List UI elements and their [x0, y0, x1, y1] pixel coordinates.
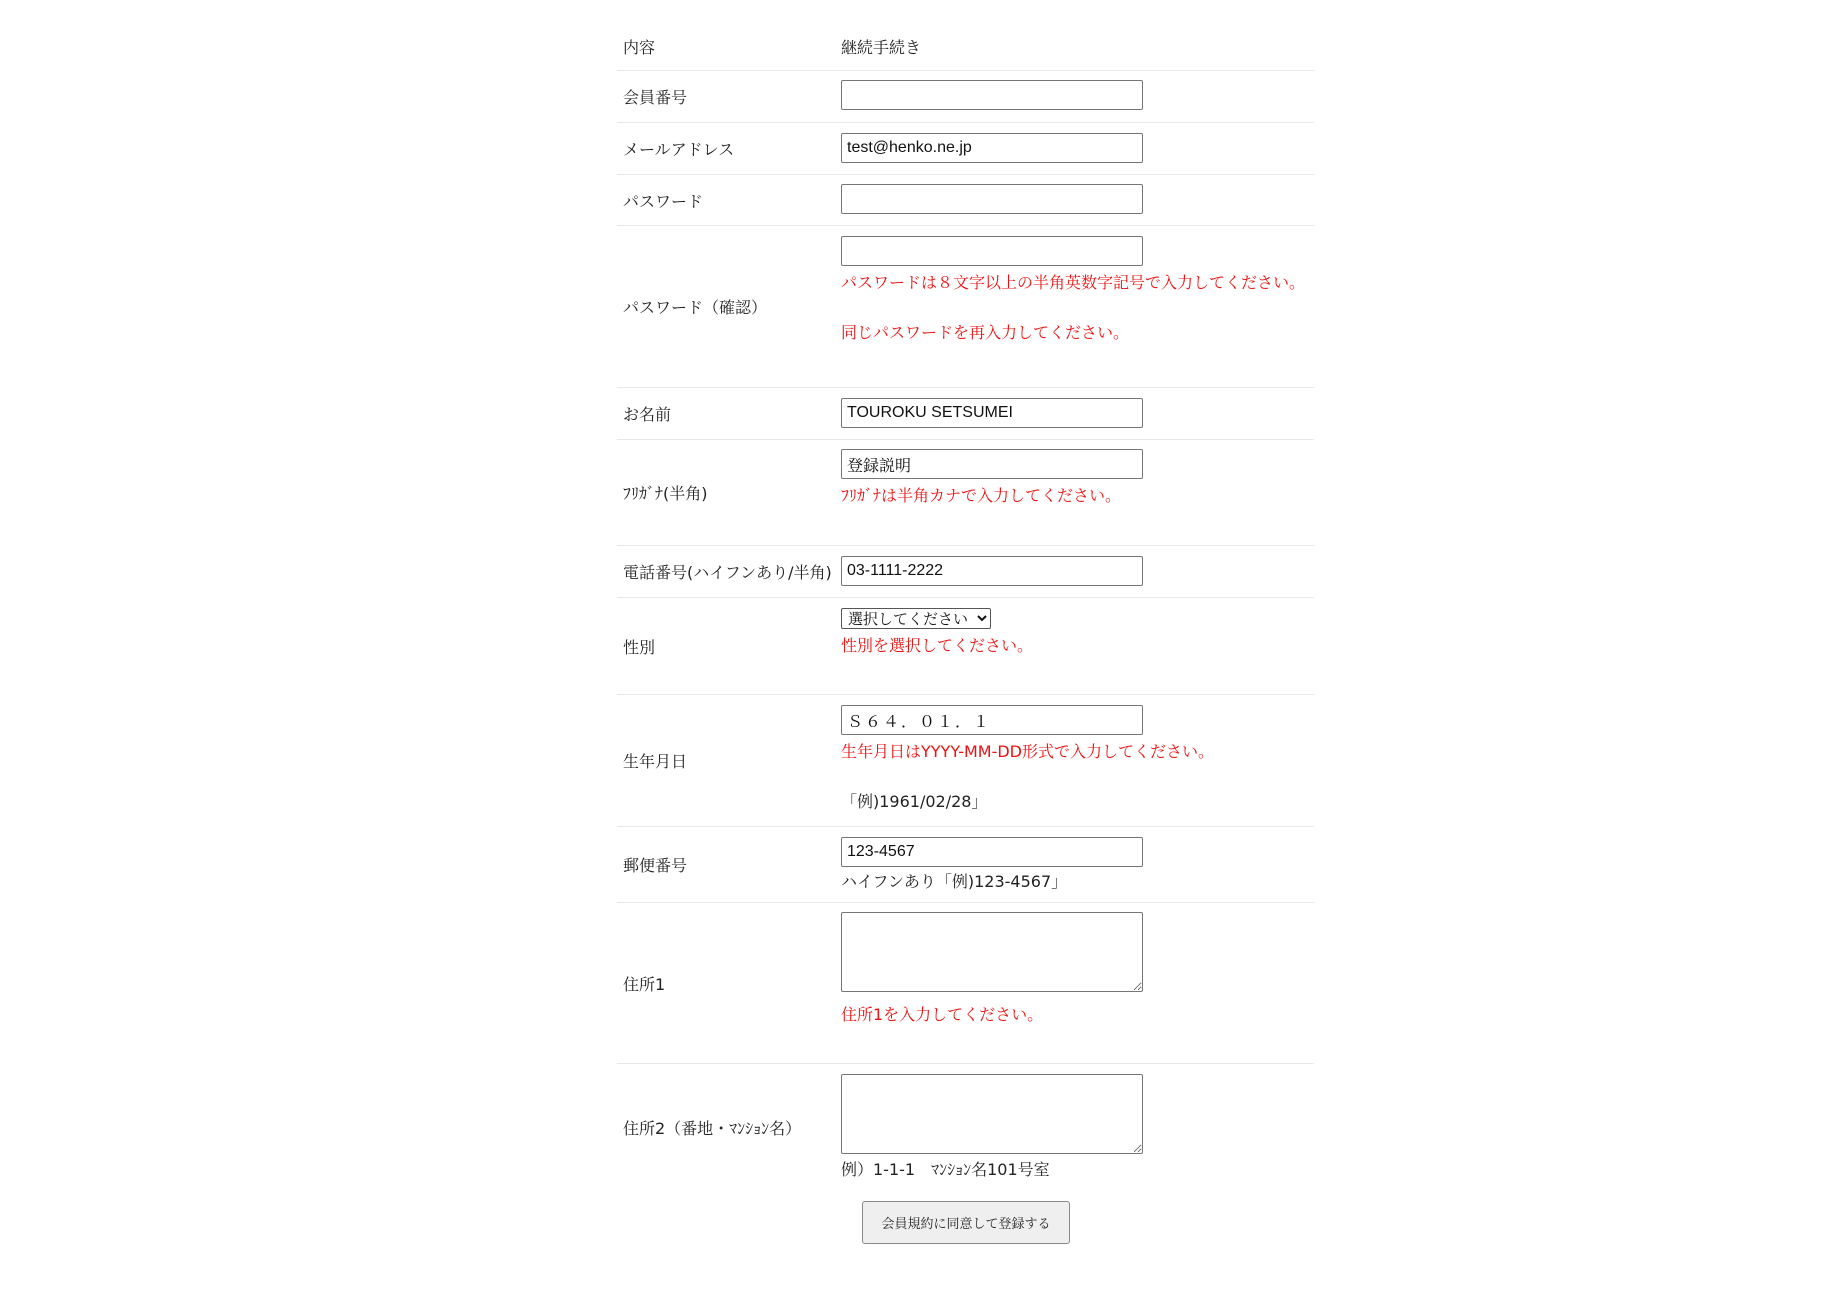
furigana-label: ﾌﾘｶﾞﾅ(半角): [623, 484, 708, 503]
row-content: [617, 22, 1314, 71]
row-address2: [617, 1064, 1314, 1191]
content-value: 継続手続き: [841, 37, 922, 57]
birthdate-error: 生年月日はYYYY-MM-DD形式で入力してください。: [841, 742, 1214, 761]
password-input[interactable]: [841, 184, 1143, 214]
furigana-input[interactable]: [841, 449, 1143, 479]
address2-label: 住所2（番地・ﾏﾝｼｮﾝ名）: [623, 1119, 802, 1138]
birthdate-example: 「例)1961/02/28」: [841, 792, 988, 811]
name-input[interactable]: [841, 398, 1143, 428]
address1-label: 住所1: [623, 974, 666, 994]
name-label: お名前: [623, 405, 672, 424]
address1-textarea[interactable]: [841, 912, 1143, 992]
row-birthdate: [617, 695, 1314, 827]
password-length-error: パスワードは８文字以上の半角英数字記号で入力してください。: [841, 273, 1306, 292]
gender-label: 性別: [623, 637, 656, 657]
member-number-input[interactable]: [841, 80, 1143, 110]
address2-hint: 例）1-1-1 ﾏﾝｼｮﾝ名101号室: [841, 1160, 1050, 1179]
email-input[interactable]: [841, 133, 1143, 163]
gender-error: 性別を選択してください。: [841, 636, 1034, 655]
row-email: [617, 123, 1314, 175]
password-label: パスワード: [623, 191, 704, 211]
postal-input[interactable]: [841, 837, 1143, 867]
postal-label: 郵便番号: [623, 856, 688, 875]
row-member-number: [617, 71, 1314, 123]
member-number-label: 会員番号: [623, 88, 688, 107]
address1-error: 住所1を入力してください。: [841, 1005, 1044, 1024]
submit-area: [862, 1201, 1070, 1244]
row-address1: [617, 903, 1314, 1064]
row-password: [617, 175, 1314, 226]
birthdate-input[interactable]: [841, 705, 1143, 735]
email-label: メールアドレス: [623, 140, 735, 159]
password-confirm-label: パスワード（確認）: [623, 298, 768, 317]
row-name: [617, 388, 1314, 440]
agree-and-register-button[interactable]: 会員規約に同意して登録する: [862, 1201, 1070, 1244]
postal-hint: ハイフンあり「例)123-4567」: [841, 872, 1068, 891]
registration-form: [617, 22, 1314, 1191]
furigana-error: ﾌﾘｶﾞﾅは半角カナで入力してください。: [841, 486, 1122, 505]
row-postal: [617, 827, 1314, 903]
content-label: 内容: [623, 37, 656, 57]
password-mismatch-error: 同じパスワードを再入力してください。: [841, 323, 1130, 342]
birthdate-label: 生年月日: [623, 752, 688, 771]
row-furigana: [617, 440, 1314, 546]
phone-label: 電話番号(ハイフンあり/半角): [623, 563, 832, 582]
password-confirm-input[interactable]: [841, 236, 1143, 266]
address2-textarea[interactable]: [841, 1074, 1143, 1154]
row-phone: [617, 546, 1314, 598]
row-password-confirm: [617, 226, 1314, 388]
phone-input[interactable]: [841, 556, 1143, 586]
row-gender: [617, 598, 1314, 695]
gender-select[interactable]: [841, 608, 991, 629]
